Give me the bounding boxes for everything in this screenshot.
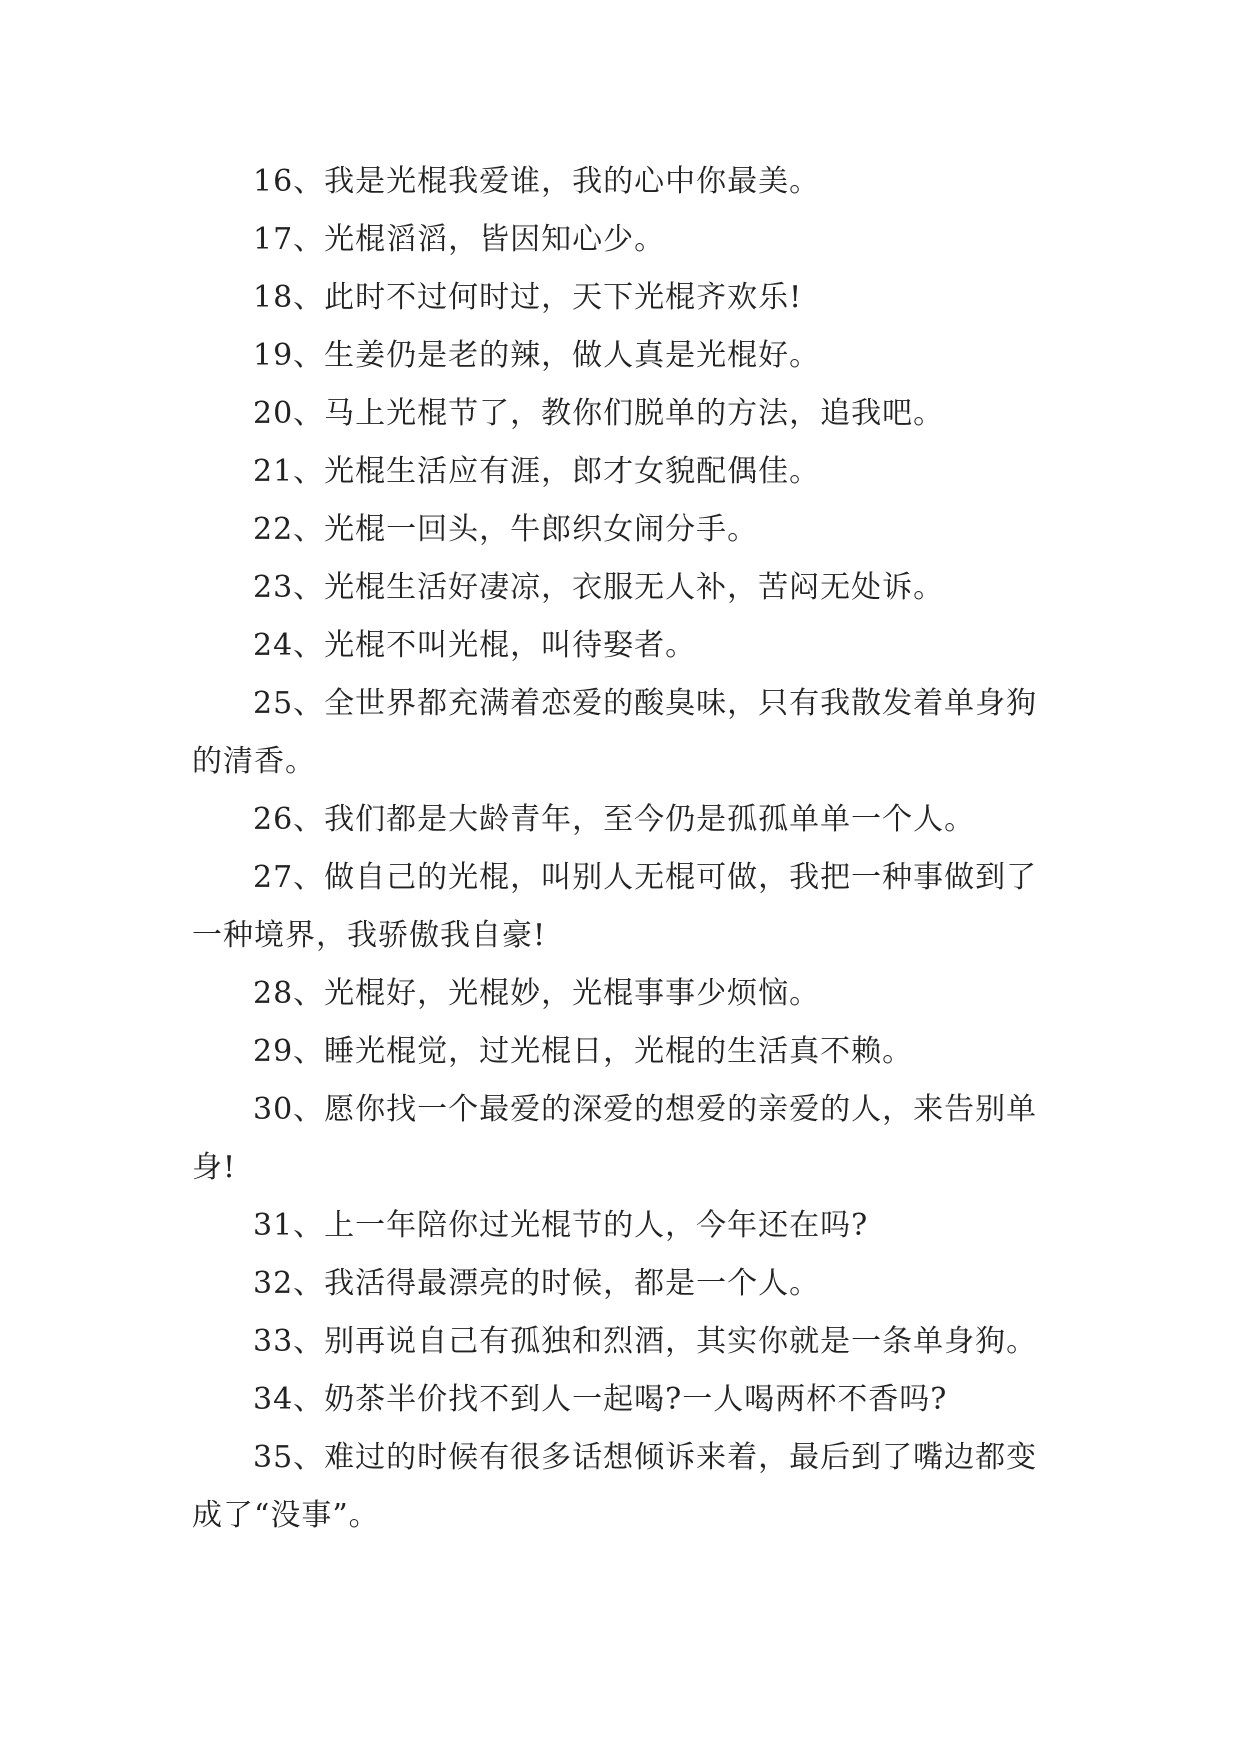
list-item: 28、光棍好，光棍妙，光棍事事少烦恼。 — [253, 976, 821, 1011]
list-item: 17、光棍滔滔，皆因知心少。 — [253, 222, 666, 257]
list-item: 30、愿你找一个最爱的深爱的想爱的亲爱的人，来告别单身! — [192, 1092, 1038, 1185]
list-item: 27、做自己的光棍，叫别人无棍可做，我把一种事做到了一种境界，我骄傲我自豪! — [192, 860, 1038, 953]
list-item: 25、全世界都充满着恋爱的酸臭味，只有我散发着单身狗的清香。 — [192, 686, 1038, 779]
list-item: 18、此时不过何时过，天下光棍齐欢乐! — [253, 280, 803, 315]
list-item: 21、光棍生活应有涯，郎才女貌配偶佳。 — [253, 454, 821, 489]
list-item: 19、生姜仍是老的辣，做人真是光棍好。 — [253, 338, 821, 373]
list-item: 22、光棍一回头，牛郎织女闹分手。 — [253, 512, 759, 547]
list-item: 29、睡光棍觉，过光棍日，光棍的生活真不赖。 — [253, 1034, 914, 1069]
list-item: 24、光棍不叫光棍，叫待娶者。 — [253, 628, 697, 663]
list-item: 32、我活得最漂亮的时候，都是一个人。 — [253, 1266, 821, 1301]
list-item: 34、奶茶半价找不到人一起喝?一人喝两杯不香吗? — [253, 1382, 948, 1417]
list-item: 16、我是光棍我爱谁，我的心中你最美。 — [253, 164, 821, 199]
list-item: 31、上一年陪你过光棍节的人，今年还在吗? — [253, 1208, 869, 1243]
list-item: 23、光棍生活好凄凉，衣服无人补，苦闷无处诉。 — [253, 570, 945, 605]
list-item: 35、难过的时候有很多话想倾诉来着，最后到了嘴边都变成了“没事”。 — [192, 1440, 1038, 1533]
list-item: 33、别再说自己有孤独和烈酒，其实你就是一条单身狗。 — [253, 1324, 1038, 1359]
document-body — [192, 153, 1054, 1545]
list-item: 20、马上光棍节了，教你们脱单的方法，追我吧。 — [253, 396, 945, 431]
list-item: 26、我们都是大龄青年，至今仍是孤孤单单一个人。 — [253, 802, 976, 837]
